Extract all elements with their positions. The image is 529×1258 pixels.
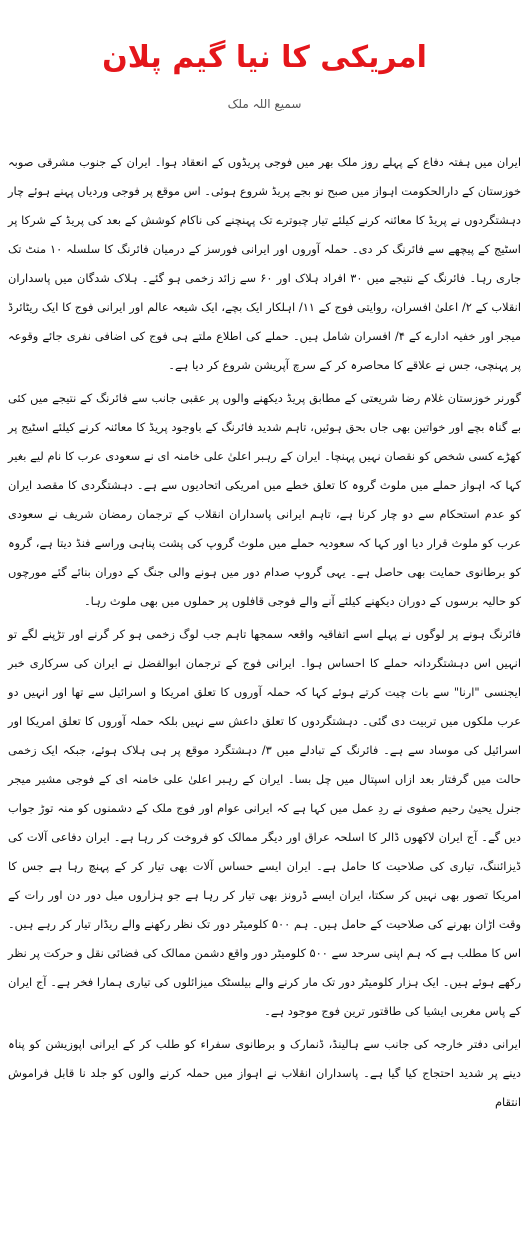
paragraph-1: ایران میں ہفتہ دفاع کے پہلے روز ملک بھر میں فوجی پریڈوں کے انعقاد ہوا۔ ایران کے جنوب مشرقی صوبہ خوزستان کے دارالحکومت اہواز میں صبح نو بجے پریڈ شروع ہوئی۔ اس موقع پر فوجی وردیاں پہنے ہوئے چار دہشتگردوں نے پریڈ کا معائنہ کرنے کیلئے تیار چبوترے تک پہنچنے کی ناکام کوشش کے بعد کی پریڈ کے شرکا پر اسٹیج کے پیچھے سے فائرنگ کر دی۔ حملہ آوروں اور ایرانی فورسز کے درمیان فائرنگ کا سلسلہ ۱۰ منٹ تک جاری رہا۔ فائرنگ کے نتیجے میں ۳۰ افراد ہلاک اور ۶۰ سے زائد زخمی ہو گئے۔ ہلاک شدگان میں پاسداران انقلاب کے ۲/ اعلیٰ افسران، روایتی فوج کے ۱۱/ اہلکار ایک بچے، ایک شیعہ عالم اور ایرانی فوج کا ایک ریٹائرڈ میجر اور خفیہ ادارے کے ۴/ افسران شامل ہیں۔ حملے کی اطلاع ملتے ہی فوج کی اضافی نفری جائے وقوعہ پر پہنچی، جس نے علاقے کا محاصرہ کر کے سرچ آپریشن شروع کر دیا ہے۔ <box>8 155 521 372</box>
article-title: امریکی کا نیا گیم پلان <box>102 40 427 75</box>
paragraph-3: فائرنگ ہونے پر لوگوں نے پہلے اسے اتفاقیہ واقعہ سمجھا تاہم جب لوگ زخمی ہو کر گرنے اور تڑپنے لگے تو انہیں اس دہشتگردانہ حملے کا احساس ہوا۔ ایرانی فوج کے ترجمان ابوالفضل نے ایران کی سرکاری خبر ایجنسی "ارنا" سے بات چیت کرتے ہوئے کہا کہ حملہ آوروں کا تعلق امریکا و اسرائیل سے تھا اور انہیں دو عرب ملکوں میں تربیت دی گئی۔ دہشتگردوں کا تعلق داعش سے نہیں بلکہ حملہ آوروں کا تعلق امریکا اور اسرائیل کی موساد سے ہے۔ فائرنگ کے تبادلے میں ۳/ دہشتگرد موقع پر ہی ہلاک ہوئے، جبکہ ایک زخمی حالت میں گرفتار بعد ازاں اسپتال میں چل بسا۔ ایران کے رہبر اعلیٰ علی خامنہ ای کے فوجی مشیر میجر جنرل یحییٰ رحیم صفوی نے ردِ عمل میں کہا ہے کہ ایرانی عوام اور فوج ملک کے دشمنوں کو منہ توڑ جواب دیں گے۔ آج ایران لاکھوں ڈالر کا اسلحہ عراق اور دیگر ممالک کو فروخت کر رہا ہے۔ ایران دفاعی آلات کی ڈیزائننگ، تیاری کی صلاحیت کا حامل ہے۔ ایران ایسے حساس آلات بھی تیار کر کے پہنچ رہا ہے جس کا امریکا تصور بھی نہیں کر سکتا، ایران ایسے ڈرونز بھی تیار کر رہا ہے جو ہزاروں میل دور دن اور رات کے وقت اڑان بھرنے کی صلاحیت کے حامل ہیں۔ ہم ۵۰۰ کلومیٹر دور تک نظر رکھنے والے ریڈار تیار کر رہے ہیں۔ اس کا مطلب ہے کہ ہم اپنی سرحد سے ۵۰۰ کلومیٹر دور واقع دشمن ممالک کی فضائی نقل و حرکت پر نظر رکھے ہوئے ہیں۔ ایک ہزار کلومیٹر دور تک مار کرنے والے بیلسٹک میزائلوں کی تیاری ہمارا فخر ہے۔ آج ایران کے پاس مغربی ایشیا کی طاقتور ترین فوج موجود ہے۔ <box>8 627 521 1018</box>
paragraph-4: ایرانی دفتر خارجہ کی جانب سے ہالینڈ، ڈنمارک و برطانوی سفراء کو طلب کر کے ایرانی اپوزیشن کو پناہ دینے پر شدید احتجاج کیا گیا ہے۔ پاسداران انقلاب نے اہواز میں حملہ کرنے والوں کو جلد نا قابل فراموش انتقام <box>8 1037 521 1109</box>
paragraph-2: گورنر خوزستان غلام رضا شریعتی کے مطابق پریڈ دیکھنے والوں پر عقبی جانب سے فائرنگ کے نتیجے میں کئی بے گناہ بچے اور خواتین بھی جاں بحق ہوئیں، تاہم شدید فائرنگ کے باوجود پریڈ کا معائنہ کرنے کیلئے اسٹیج پر کھڑے کسی شخص کو نقصان نہیں پہنچا۔ ایران کے رہبر اعلیٰ علی خامنہ ای نے سعودی عرب کا نام لیے بغیر کہا کہ اہواز حملے میں ملوث گروہ کا تعلق خطے میں امریکی اتحادیوں سے ہے۔ دہشتگردی کا مقصد ایران کو عدم استحکام سے دو چار کرنا ہے، تاہم ایرانی پاسداران انقلاب کے ترجمان رمضان شریف نے سعودی عرب کو ملوث قرار دیا اور کہا کہ سعودیہ حملے میں ملوث گروپ کی پشت پناہی وراسے فنڈ دیتا ہے، گروہ کو برطانوی حمایت بھی حاصل ہے۔ یہی گروپ صدام دور میں ہونے والی جنگ کے دوران بنائے گئے مورچوں کو حالیہ برسوں کے دوران دیکھنے کیلئے آنے والے فوجی قافلوں پر حملوں میں بھی ملوث رہا۔ <box>8 391 521 608</box>
article-body <box>8 148 521 1117</box>
author-byline: سمیع اللہ ملک <box>227 97 302 111</box>
